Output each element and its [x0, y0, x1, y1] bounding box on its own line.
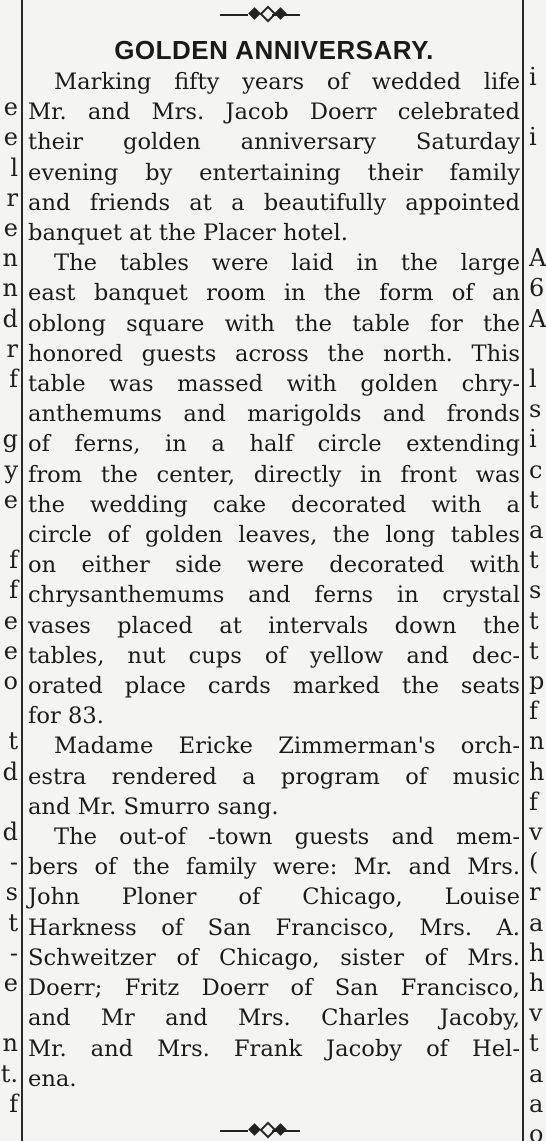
article-line: and Mr. Smurro sang. [28, 793, 279, 820]
adjacent-right-fragment: A [529, 244, 546, 273]
adjacent-left-fragment: d [2, 304, 18, 333]
adjacent-left-fragment: n [2, 244, 18, 273]
adjacent-right-fragment: t [529, 606, 539, 635]
adjacent-right-fragment: h [529, 938, 545, 967]
adjacent-left-fragment: d [2, 818, 18, 846]
adjacent-left-fragment: t. [0, 1059, 18, 1088]
adjacent-right-fragment: a [529, 908, 544, 937]
adjacent-left-fragment: o [3, 667, 18, 695]
adjacent-right-fragment: h [529, 757, 545, 786]
article-paragraph [28, 248, 520, 731]
adjacent-left-fragment: f [9, 1089, 18, 1118]
adjacent-left-fragment: n [2, 1029, 18, 1058]
article-line: John Ploner of Chicago, Louise [28, 884, 520, 911]
adjacent-right-fragment: i [529, 63, 537, 91]
adjacent-right-fragment: h [529, 969, 545, 997]
article-line: Schweitzer of Chicago, sister of Mrs. [28, 944, 520, 971]
adjacent-right-fragment: ( [529, 848, 539, 877]
adjacent-left-fragment: e [3, 606, 18, 635]
adjacent-left-fragment: e [3, 93, 18, 122]
adjacent-left-fragment: - [9, 938, 18, 967]
article-line: ena. [28, 1065, 77, 1092]
adjacent-right-fragment: p [529, 667, 545, 695]
article-line: The out-of -town guests and mem- [54, 824, 520, 851]
article-paragraph [28, 822, 520, 1094]
article-line: orated place cards marked the seats [28, 673, 520, 700]
adjacent-left-fragment: e [3, 636, 18, 665]
article-line: the wedding cake decorated with a [28, 491, 520, 518]
article-line: Doerr; Fritz Doerr of San Francisco, [28, 975, 520, 1002]
article-line: on either side were decorated with [28, 552, 520, 579]
adjacent-left-fragment: n [2, 274, 18, 303]
adjacent-left-fragment: s [5, 878, 18, 907]
article-line: chrysanthemums and ferns in crystal [28, 582, 520, 609]
adjacent-left-fragment: l [10, 153, 18, 182]
adjacent-right-fragment: a [529, 516, 544, 544]
article-paragraph [28, 67, 520, 248]
adjacent-right-fragment: 6 [529, 274, 545, 303]
adjacent-left-fragment: f [9, 365, 18, 393]
adjacent-right-fragment: c [529, 455, 543, 484]
adjacent-right-fragment: a [529, 1059, 544, 1088]
adjacent-left-fragment: r [6, 334, 18, 363]
adjacent-right-fragment: f [529, 787, 538, 816]
adjacent-right-fragment: r [529, 878, 541, 907]
adjacent-left-fragment: e [3, 485, 18, 514]
article-line: anthemums and marigolds and fronds [28, 401, 520, 428]
article-line: from the center, directly in front was [28, 461, 520, 488]
article-line: Mr. and Mrs. Jacob Doerr celebrated [28, 99, 520, 126]
article-line: Harkness of San Francisco, Mrs. A. [28, 914, 520, 941]
adjacent-right-fragment: a [529, 1089, 544, 1118]
adjacent-left-fragment: e [3, 123, 18, 152]
adjacent-right-fragment: l [529, 365, 537, 393]
adjacent-left-fragment: g [2, 425, 18, 454]
article-line: bers of the family were: Mr. and Mrs. [28, 854, 520, 881]
adjacent-right-fragment: o [529, 1120, 544, 1141]
article-line: for 83. [28, 703, 104, 730]
column-rule-right [522, 0, 524, 1141]
adjacent-left-fragment: y [4, 455, 18, 484]
article-line: Marking fifty years of wedded life [54, 69, 520, 95]
adjacent-left-fragment: f [9, 546, 18, 575]
article-line: honored guests across the north. This [28, 340, 520, 367]
adjacent-right-fragment: t [529, 546, 539, 575]
adjacent-right-fragment: f [529, 697, 538, 726]
adjacent-right-fragment: t [529, 1029, 539, 1058]
article-line: and friends at a beautifully appointed [28, 189, 520, 216]
adjacent-left-fragment: e [3, 214, 18, 242]
article-body [28, 67, 520, 1094]
adjacent-left-fragment: d [2, 757, 18, 786]
adjacent-left-fragment: - [9, 848, 18, 877]
adjacent-right-fragment: i [529, 425, 537, 454]
adjacent-left-fragment: t [8, 908, 18, 937]
adjacent-left-fragment: t [8, 727, 18, 756]
article-line: banquet at the Placer hotel. [28, 220, 348, 247]
adjacent-right-fragment: A [529, 304, 546, 333]
adjacent-right-fragment: t [529, 485, 539, 514]
adjacent-right-fragment: v [529, 999, 543, 1028]
article-line: Mr. and Mrs. Frank Jacoby of Hel- [28, 1035, 520, 1062]
adjacent-left-fragment: r [6, 183, 18, 212]
top-ornament-divider [190, 8, 330, 22]
article-line: their golden anniversary Saturday [28, 129, 520, 156]
article-line: east banquet room in the form of an [28, 280, 520, 307]
adjacent-right-fragment: t [529, 636, 539, 665]
article-line: The tables were laid in the large [54, 250, 520, 277]
article [28, 33, 520, 1094]
adjacent-left-fragment: f [9, 576, 18, 605]
article-line: table was massed with golden chry- [28, 371, 520, 398]
article-line: tables, nut cups of yellow and dec- [28, 642, 520, 669]
article-paragraph [28, 731, 520, 822]
article-line: evening by entertaining their family [28, 159, 520, 186]
article-line: and Mr and Mrs. Charles Jacoby, [28, 1005, 520, 1032]
adjacent-right-fragment: i [529, 123, 537, 152]
adjacent-right-fragment: v [529, 818, 543, 846]
article-line: estra rendered a program of music [28, 763, 520, 790]
adjacent-right-fragment: s [529, 576, 542, 605]
article-headline: GOLDEN ANNIVERSARY. [114, 35, 434, 65]
adjacent-left-fragment: e [3, 969, 18, 997]
article-line: of ferns, in a half circle extending [28, 431, 520, 458]
adjacent-right-fragment: s [529, 395, 542, 424]
column-rule-left [21, 0, 23, 1141]
article-line: oblong square with the table for the [28, 310, 520, 337]
article-line: Madame Ericke Zimmerman's orch- [54, 733, 520, 760]
article-line: circle of golden leaves, the long tables [28, 522, 520, 549]
article-line: vases placed at intervals down the [28, 612, 520, 639]
adjacent-right-fragment: n [529, 727, 545, 756]
bottom-ornament-divider [190, 1124, 330, 1138]
